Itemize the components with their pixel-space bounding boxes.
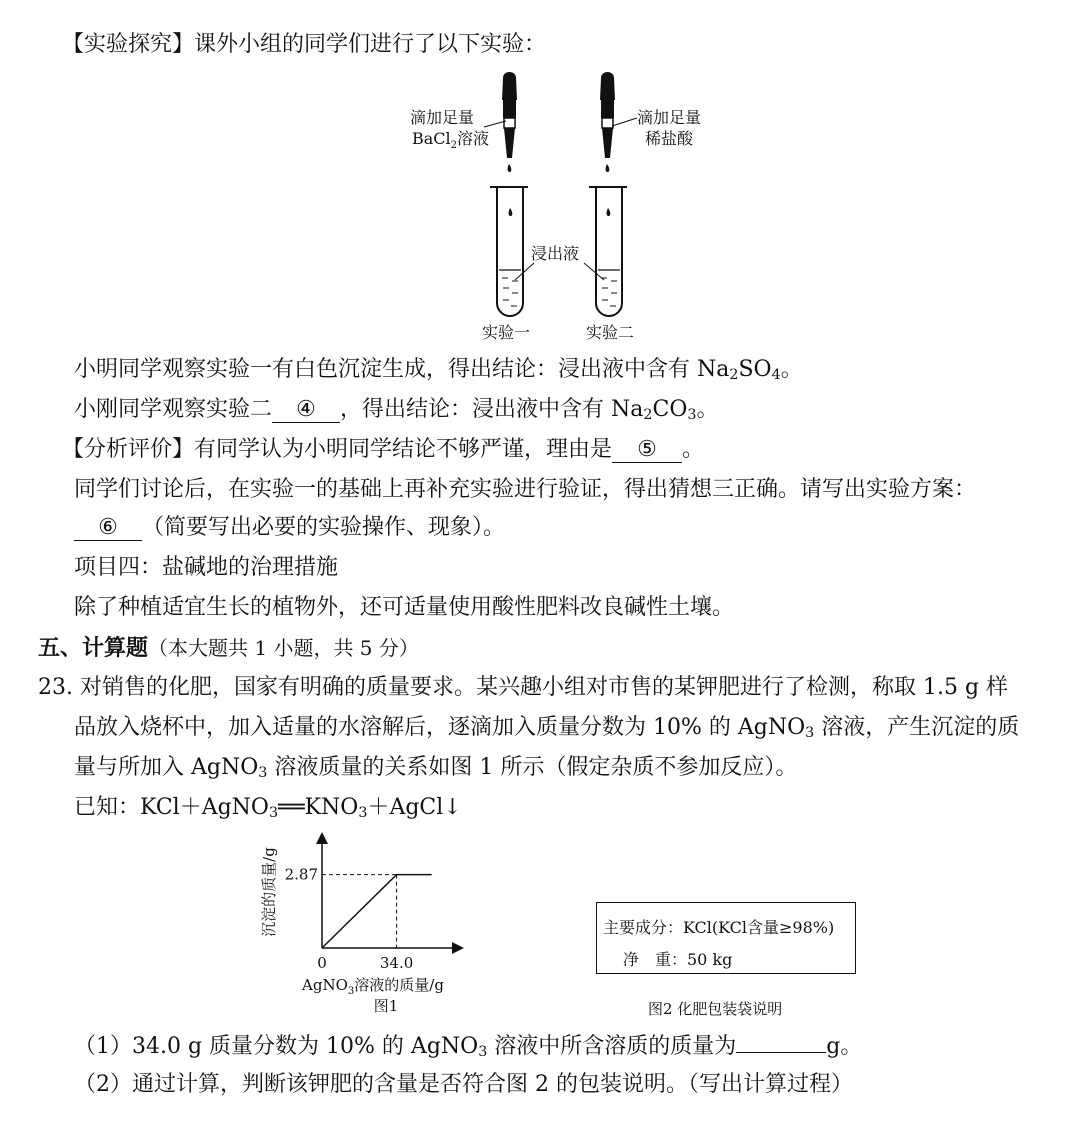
section-five-heading (38, 633, 419, 664)
caption-experiment-two: 实验二 (586, 323, 635, 342)
x-axis-label: AgNO$_3$溶液的质量/g (302, 976, 444, 997)
known-equation: 已知：$KCl+AgNO_3══KNO_3+AgCl↓$ (74, 795, 462, 821)
question-23-line2: 品放入烧杯中，加入适量的水溶解后，逐滴加入质量分数为 10% 的 AgNO$_3$ 溶液，产生沉淀的质 (74, 715, 1020, 741)
answer-blank-5[interactable]: ⑤ (612, 438, 682, 463)
right-reagent-label-line2: 稀盐酸 (645, 129, 694, 148)
y-axis-label: 沉淀的质量/g (260, 847, 278, 937)
experiment-section-title: 【实验探究】 (62, 32, 195, 57)
left-test-tube (490, 187, 528, 316)
main-ingredient-text: 主要成分：KCl(KCl含量≥98%) (603, 918, 835, 937)
net-weight-text: 净 重：50 kg (623, 950, 733, 969)
answer-blank-6[interactable]: ⑥ (74, 516, 142, 541)
precipitate-arrow-icon: ↓ (443, 795, 462, 820)
right-reagent-label-line1: 滴加足量 (637, 108, 702, 127)
figure-2-caption: 图2 化肥包装袋说明 (648, 1000, 783, 1018)
figure-1-caption: 图1 (373, 997, 399, 1015)
x-origin-label: 0 (317, 954, 327, 972)
section-five-note: （本大题共 1 小题，共 5 分） (148, 636, 419, 660)
section-five-title: 五、计算题 (38, 635, 149, 661)
xiaoming-paragraph: 小明同学观察实验一有白色沉淀生成，得出结论：浸出液中含有 $Na_2SO_4$。 (74, 357, 803, 383)
analysis-section-title: 【分析评价】 (62, 437, 195, 462)
question-23-line1: 23. 对销售的化肥，国家有明确的质量要求。某兴趣小组对市售的某钾肥进行了检测，称取 1.5 g 样 (38, 675, 1009, 700)
y-tick-label: 2.87 (284, 865, 318, 884)
left-reagent-label-line1: 滴加足量 (410, 108, 475, 127)
subquestion-2: （2）通过计算，判断该钾肥的含量是否符合图 2 的包装说明。（写出计算过程） (74, 1072, 853, 1097)
subquestion-1: （1）34.0 g 质量分数为 10% 的 AgNO$_3$ 溶液中所含溶质的质量为 g。 (74, 1034, 863, 1060)
x-tick-label: 34.0 (379, 954, 414, 972)
answer-blank-4[interactable]: ④ (272, 398, 340, 423)
project-four-text: 除了种植适宜生长的植物外，还可适量使用酸性肥料改良碱性土壤。 (74, 595, 735, 620)
right-test-tube (589, 187, 627, 316)
scheme-paragraph: ⑥ （简要写出必要的实验操作、现象）。 (74, 513, 505, 543)
caption-experiment-one: 实验一 (482, 323, 531, 342)
discussion-paragraph: 同学们讨论后，在实验一的基础上再补充实验进行验证，得出猜想三正确。请写出实验方案： (74, 477, 977, 502)
analysis-paragraph: 【分析评价】有同学认为小明同学结论不够严谨，理由是 ⑤ 。 (62, 437, 705, 462)
liquid-label: 浸出液 (531, 244, 580, 263)
left-reagent-label-line2: BaCl$_2$溶液 (412, 129, 490, 151)
figure-1-chart (258, 830, 518, 1030)
precipitate-series-line (322, 875, 432, 948)
xiaogang-paragraph: 小刚同学观察实验二 ④ ，得出结论：浸出液中含有 $Na_2CO_3$。 (74, 397, 719, 423)
left-dropper-icon (502, 72, 517, 172)
question-23-line3: 量与所加入 AgNO$_3$ 溶液质量的关系如图 1 所示（假定杂质不参加反应）。 (74, 755, 798, 781)
experiment-intro-text: 课外小组的同学们进行了以下实验： (194, 32, 547, 57)
project-four-heading: 项目四：盐碱地的治理措施 (74, 555, 339, 580)
fertilizer-label-box (596, 902, 856, 974)
answer-blank-q1[interactable] (736, 1052, 826, 1053)
right-dropper-icon (600, 72, 615, 172)
